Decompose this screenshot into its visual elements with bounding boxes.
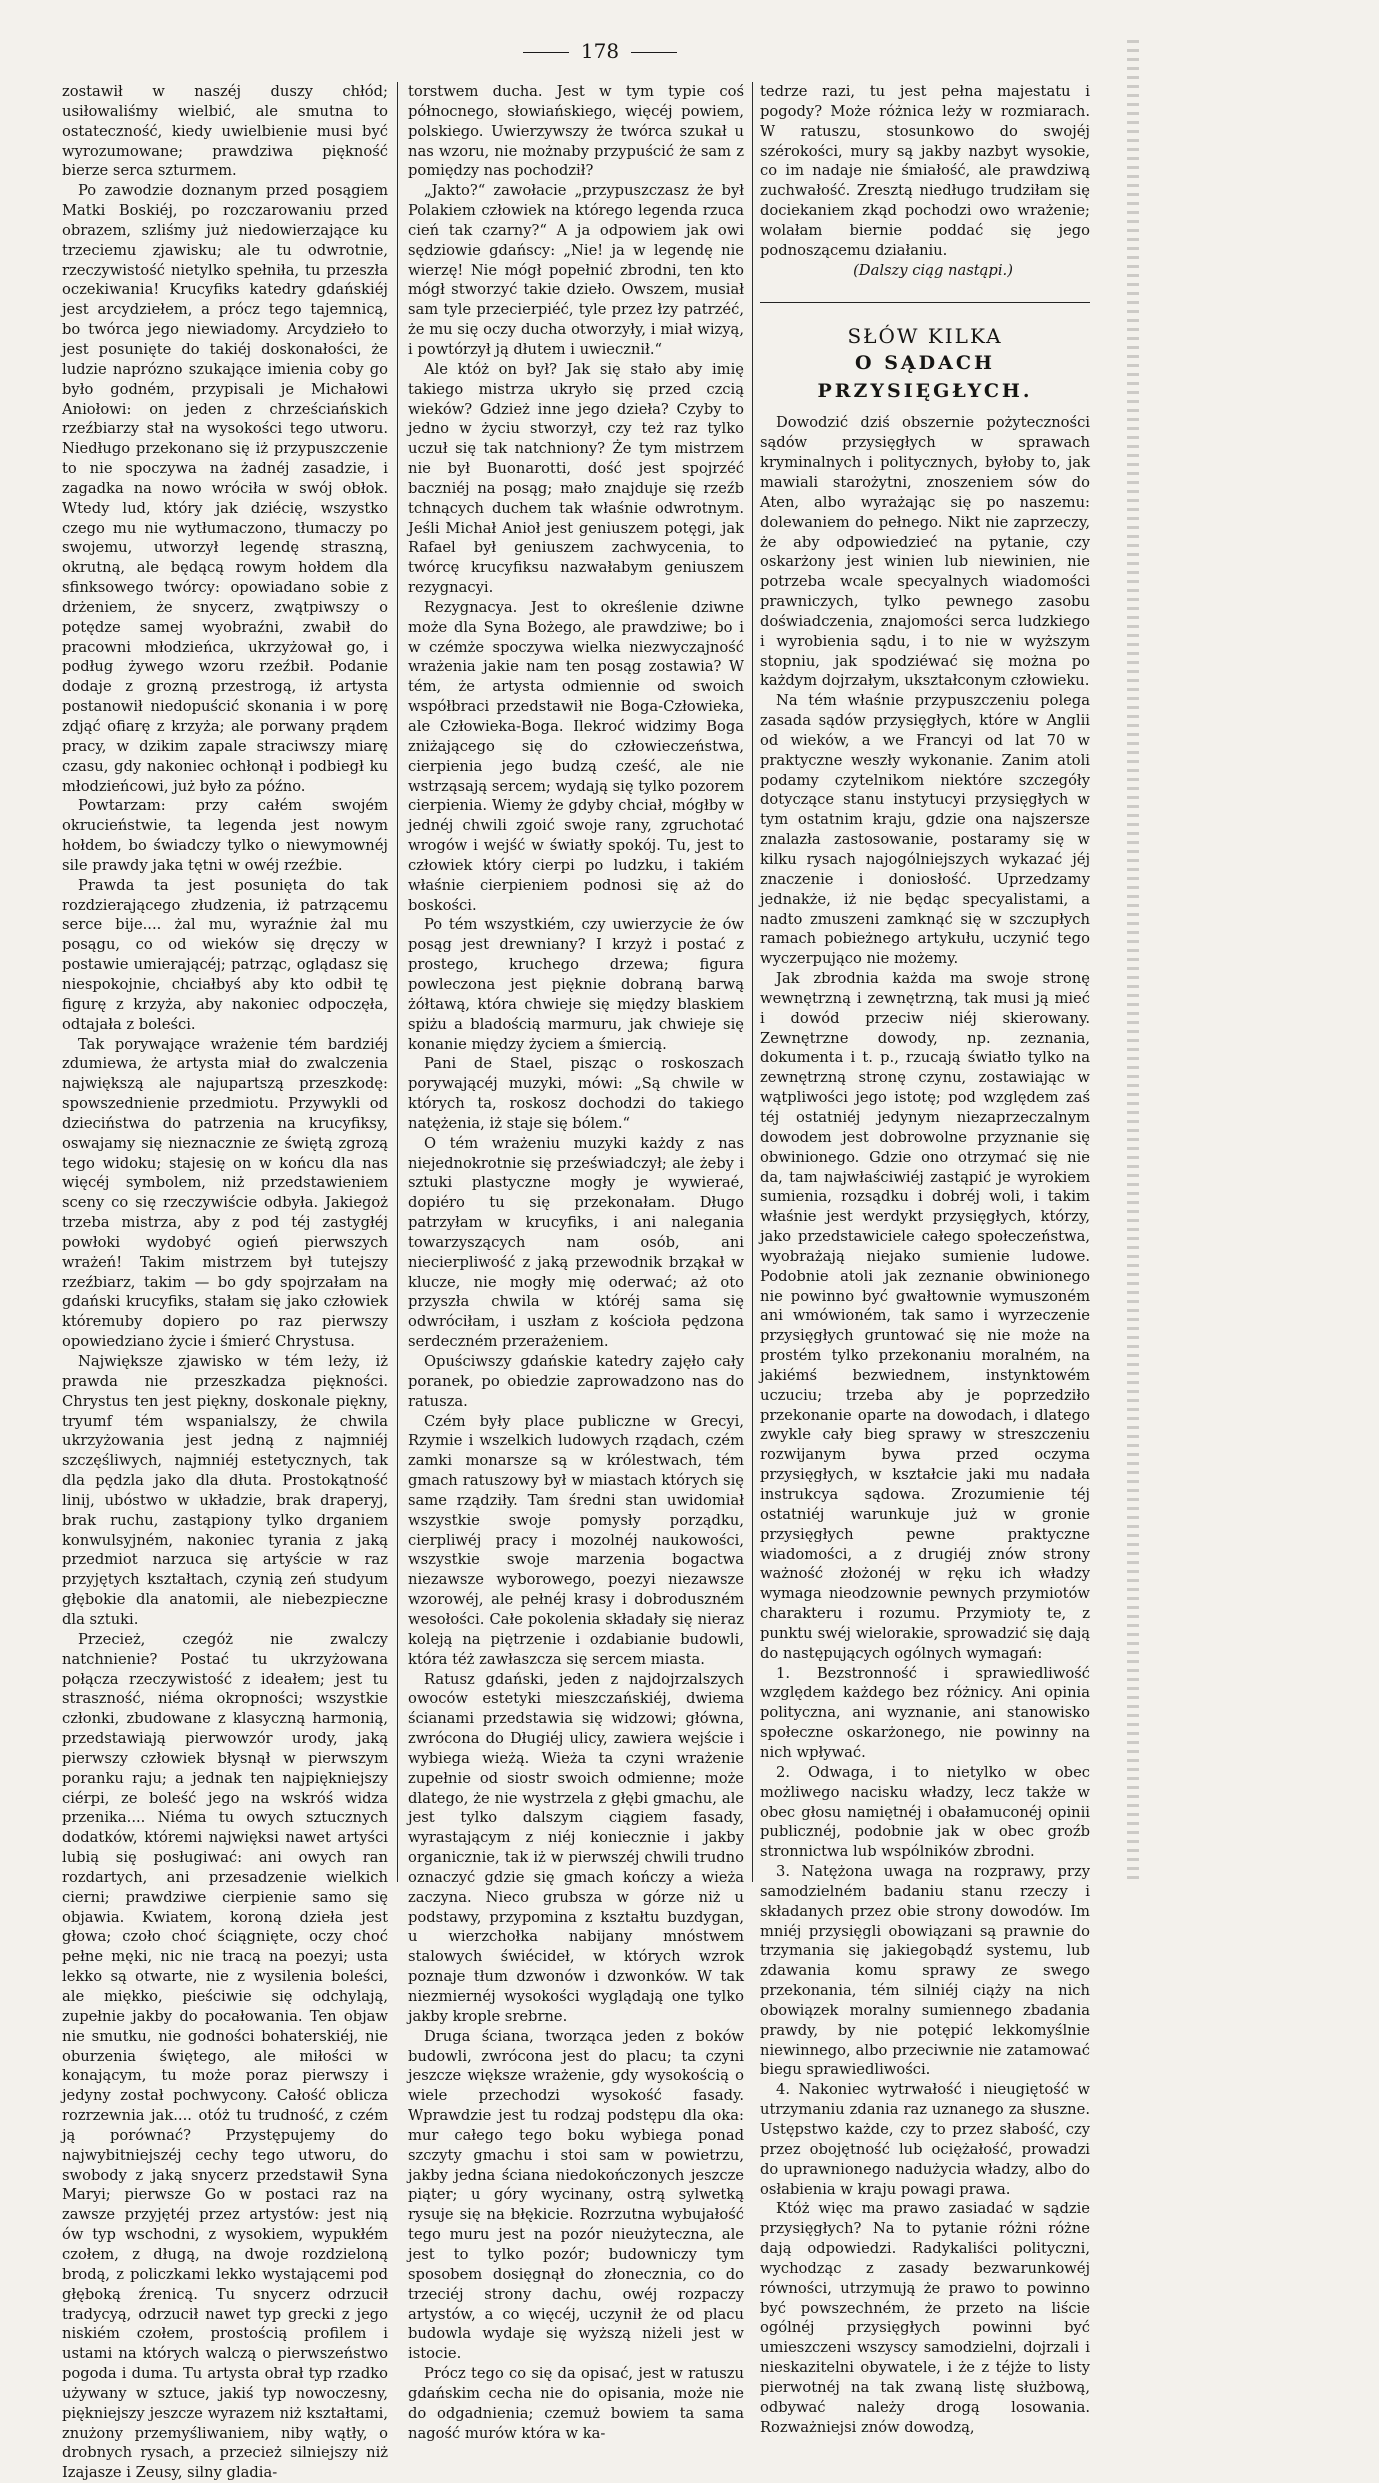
page-header — [60, 36, 1140, 66]
column-separator — [397, 82, 398, 1882]
paragraph: 3. Natężona uwaga na rozprawy, przy samodzielném badaniu stanu rzeczy i składanych przez obie strony dowodów. Im mniéj przysięgli obowiązani są prawnie do trzymania się jakiegobądź systemu, lub zdawania komu sprawy ze swego przekonania, tém silniéj ciąży na nich obowiązek moralny sumiennego zbadania prawdy, by nie potępić lekkomyślnie niewinnego, albo przeciwnie nie zatamować biegu sprawiedliwości. — [760, 1863, 1090, 2079]
header-dash-right — [631, 52, 677, 53]
paragraph: Prawda ta jest posunięta do tak rozdzierającego złudzenia, iż patrzącemu serce bije.... żal mu, wyraźnie żal mu posągu, co od wieków się dręczy w postawie umierającéj; patrząc, oglądasz się niespokojnie, chciałbyś aby kto odbił tę figurę z krzyża, aby nakoniec odpoczęła, odtajała z boleści. — [62, 876, 388, 1033]
paragraph: Któż więc ma prawo zasiadać w sądzie przysięgłych? Na to pytanie różni różne dają odpowiedzi. Radykaliści polityczni, wychodząc z zasady bezwarunkowéj równości, utrzymują że prawo to powinno być powszechném, że przeto na liście ogólnéj przysięgłych powinni być umieszczeni wszyscy samodzielni, dojrzali i nieskazitelni obywatele, i że z téjże to listy pierwotnéj na tak zwaną listę służbową, odbywać należy drogą losowania. Rozważniejsi znów dowodzą, — [760, 2200, 1090, 2436]
article-subtitle: O SĄDACH PRZYSIĘGŁYCH. — [817, 352, 1033, 403]
header-dash-left — [523, 52, 569, 53]
paragraph: tedrze razi, tu jest pełna majestatu i pogody? Może różnica leży w rozmiarach. W ratuszu, stosunkowo do swojéj szérokości, mury są jakby nazbyt wysokie, co im nadaje nie śmiałość, ale prawdziwą zuchwałość. Zresztą niedługo trudziłam się dociekaniem zkąd pochodzi owo wrażenie; wolałam biernie poddać się jego podnoszącemu działaniu. — [760, 83, 1090, 259]
paragraph: „Jakto?“ zawołacie „przypuszczasz że był Polakiem człowiek na którego legenda rzuca cień tak czarny?“ A ja odpowiem jak owi sędziowie gdańscy: „Nie! ja w legendę nie wierzę! Nie mógł popełnić zbrodni, ten kto mógł stworzyć takie dzieło. Owszem, musiał sam tyle przecierpiéć, tyle przez łzy patrzéć, że mu się oczy ducha otworzyły, i miał wizyą, i powtórzył ją dłutem i uwiecznił.“ — [408, 182, 744, 358]
paragraph: zostawił w naszéj duszy chłód; usiłowaliśmy wielbić, ale smutna to ostateczność, kiedy uwielbienie musi być wyrozumowane; prawdziwa piękność bierze serca szturmem. — [62, 83, 388, 180]
paragraph: Powtarzam: przy całém swojém okrucieństwie, ta legenda jest nowym hołdem, bo świadczy tylko o niewymownéj sile prawdy jaka tętni w owéj rzeźbie. — [62, 797, 388, 874]
article-title: SŁÓW KILKA — [847, 324, 1003, 349]
paragraph: Największe zjawisko w tém leży, iż prawda nie przeszkadza piękności. Chrystus ten jest piękny, doskonale piękny, tryumf tém wspanialszy, że chwila ukrzyżowania jest jedną z najmniéj szczęśliwych, najmniéj estetycznych, tak dla pędzla jako dla dłuta. Prostokątność linij, ubóstwo w układzie, brak draperyj, brak ruchu, zastąpiony tylko drganiem konwulsyjném, nakoniec tyrania z jaką przedmiot narzuca się artyście w raz przyjętych kształtach, czynią zeń studyum głębokie dla anatomii, ale niebezpieczne dla sztuki. — [62, 1353, 388, 1628]
paragraph: Ale któż on był? Jak się stało aby imię takiego mistrza ukryło się przed czcią wieków? Gdzież inne jego dzieła? Czyby to jedno w życiu stworzył, czy też raz tylko uczuł się tak natchniony? Że tym mistrzem nie był Buonarotti, dość jest spojrzéć baczniéj na posąg; mało znajduje się rzeźb tchnących duchem tak właśnie odwrotnym. Jeśli Michał Anioł jest geniuszem potęgi, jak Rafael był geniuszem zachwycenia, to twórcę krucyfiksu nazwałabym geniuszem rezygnacyi. — [408, 360, 744, 597]
column-1 — [62, 82, 388, 2482]
paragraph: Opuściwszy gdańskie katedry zajęło cały poranek, po obiedzie zaprowadzono nas do ratusza. — [408, 1353, 744, 1410]
paragraph: Po tém wszystkiém, czy uwierzycie że ów posąg jest drewniany? I krzyż i postać z prostego, kruchego drzewa; figura powleczona jest pięknie dobraną barwą żółtawą, która chwieje się między blaskiem spiżu a bladością marmuru, jak chwieje się konanie między życiem a śmiercią. — [408, 916, 744, 1053]
page-number: 178 — [580, 39, 620, 63]
column-separator — [752, 82, 753, 1882]
paragraph: Na tém właśnie przypuszczeniu polega zasada sądów przysięgłych, które w Anglii od wieków, a we Francyi od lat 70 w praktyczne weszły wykonanie. Zanim atoli podamy czytelnikom niektóre szczegóły dotyczące stanu instytucyi przysięgłych w tym ostatnim kraju, gdzie ona najszersze znalazła zastosowanie, postaramy się w kilku rysach najogólniejszych wykazać jéj znaczenie i doniosłość. Uprzedzamy jednakże, iż nie będąc specyalistami, a nadto zmuszeni zamknąć się w szczupłych ramach pobieżnego artykułu, uczynić tego wyczerpująco nie możemy. — [760, 692, 1090, 968]
paragraph: Druga ściana, tworząca jeden z boków budowli, zwrócona jest do placu; ta czyni jeszcze większe wrażenie, gdy wysokością o wiele przechodzi wysokość fasady. Wprawdzie jest tu rodzaj podstępu dla oka: mur całego tego boku wybiega ponad szczyty gmachu i stoi sam w powietrzu, jakby jedna ściana niedokończonych jeszcze piąter; u góry wycinany, ostrą sylwetką rysuje się na błękicie. Rozrzutna wybujałość tego muru jest na pozór nieużyteczna, ale jest to tylko pozór; budowniczy tym sposobem dosięgnął do złonecznia, co do trzeciéj strony dachu, owéj rozpaczy artystów, a co więcéj, uczynił że od placu budowla wydaje się wyższą niżeli jest w istocie. — [408, 2027, 744, 2363]
continuation-note: (Dalszy ciąg nastąpi.) — [853, 261, 1013, 279]
paragraph: 2. Odwaga, i to nietylko w obec możliwego nacisku władzy, lecz także w obec głosu namiętnéj i obałamuconéj opinii publicznéj, podobnie jak w obec groźb stronnictwa lub wspólników zbrodni. — [760, 1763, 1090, 1861]
page-edge-shadow — [1127, 40, 1139, 1880]
column-2 — [408, 82, 744, 2442]
paragraph: Ratusz gdański, jeden z najdojrzalszych owoców estetyki mieszczańskiéj, dwiema ścianami przedstawia się widzowi; główna, zwrócona do Długiéj ulicy, zawiera wejście i wybiega wieżą. Wieża ta czyni wrażenie zupełnie od siostr swoich odmienne; może dlatego, że nie wystrzela z głębi gmachu, ale jest tylko dalszym ciągiem fasady, wyrastającym z niéj koniecznie i jakby organicznie, tak iż w pierwszéj chwili trudno oznaczyć gdzie się gmach kończy a wieża zaczyna. Nieco grubsza w górze niż u podstawy, przypomina z kształtu buzdygan, u wierzchołka nabijany mnóstwem stalowych świécideł, w których wzrok poznaje tłum dzwonów i dzwonków. W tak niezmiernéj wysokości wyglądają one tylko jakby krople srebrne. — [408, 1670, 744, 2025]
paragraph: torstwem ducha. Jest w tym typie coś północnego, słowiańskiego, więcéj powiem, polskiego. Uwierzywszy że twórca szukał u nas wzoru, nie możnaby przypuścić że sam z pomiędzy nas pochodził? — [408, 83, 744, 180]
paragraph: O tém wrażeniu muzyki każdy z nas niejednokrotnie się przeświadczył; ale żeby i sztuki plastyczne mogły je wywieraé, dopiéro tu się przekonałam. Długo patrzyłam w krucyfiks, i ani nalegania towarzyszących nam osób, ani niecierpliwość z jaką przewodnik brząkał w klucze, nie mogły mię oderwać; aż oto przyszła chwila w któréj sama się odwróciłam, i uszłam z kościoła pędzona serdeczném przerażeniem. — [408, 1134, 744, 1351]
paragraph: Czém były place publiczne w Grecyi, Rzymie i wszelkich ludowych rządach, czém zamki monarsze są w królestwach, tém gmach ratuszowy był w miastach których się same rządziły. Tam średni stan uwidomiał wszystkie swoje pomysły porządku, cierpliwéj pracy i mozolnéj naukowości, wszystkie swoje marzenia bogactwa niezawsze wyborowego, poezyi niezawsze wzorowéj, ale pełnéj krasy i dobroduszném wesołości. Całe pokolenia składały się nieraz koleją na piętrzenie i ozdabianie budowli, która téż zawłaszcza się sercem miasta. — [408, 1412, 744, 1668]
paragraph: Po zawodzie doznanym przed posągiem Matki Boskiéj, po rozczarowaniu przed obrazem, szliśmy już niedowierzające ku trzeciemu zjawisku; ale tu odwrotnie, rzeczywistość nietylko spełniła, tu przeszła oczekiwania! Krucyfiks katedry gdańskiéj jest arcydziełem, a prócz tego tajemnicą, bo twórca jego niewiadomy. Arcydzieło to jest posunięte do takiéj doskonałości, że ludzie naprózno szukające imienia coby go było godném, przypisali je Michałowi Aniołowi: on jeden z chrześciańskich rzeźbiarzy stał na wysokości tego utworu. Niedługo przekonano się iż przypuszczenie to nie spoczywa na żadnéj zasadzie, i zagadka na nowo wróciła w swój obłok. Wtedy lud, który jak dziécię, wszystko czego mu nie wytłumaczono, tłumaczy po swojemu, utworzył legendę straszną, okrutną, ale będącą rowym hołdem dla sfinksowego twórcy: opowiadano sobie z drżeniem, że snycerz, zwątpiwszy o potędze samej wyobraźni, zwabił do pracowni młodzieńca, ukrzyżował go, i podług żywego wzoru rzeźbił. Podanie dodaje z grozną przestrogą, iż artysta postanowił niedopuścić skonania i w porę zdjąć ofiarę z krzyża; ale porwany prądem pracy, w dzikim zapale straciwszy miarę czasu, gdy nakoniec ochłonął i podbiegł ku młodzieńcowi, już było za późno. — [62, 182, 388, 795]
paragraph: 4. Nakoniec wytrwałość i nieugiętość w utrzymaniu zdania raz uznanego za słuszne. Ustępstwo każde, czy to przez słabość, czy przez obojętność lub ociężałość, prowadzi do uprawnionego nadużycia władzy, albo do osłabienia w kraju powagi prawa. — [760, 2081, 1090, 2198]
paragraph: Rezygnacya. Jest to określenie dziwne może dla Syna Bożego, ale prawdziwe; bo i w czémże spoczywa wielka niezwyczajność wrażenia jakie nam ten posąg zostawia? W tém, że artysta odmiennie od swoich współbraci przedstawił nie Boga-Człowieka, ale Człowieka-Boga. Ilekroć widzimy Boga zniżającego się do człowieczeństwa, cierpienia jego budzą cześć, ale nie wstrząsają sercem; wydają się tylko pozorem cierpienia. Wiemy że gdyby chciał, mógłby w jednéj chwili zgoić swoje rany, zgruchotać wrogów i wejść w światły spokój. Tu, jest to człowiek który cierpi po ludzku, i takiém właśnie cierpieniem podnosi się aż do boskości. — [408, 598, 744, 914]
paragraph: Prócz tego co się da opisać, jest w ratuszu gdańskim cecha nie do opisania, może nie do odgadnienia; czemuż bowiem ta sama nagość murów która w ka- — [408, 2365, 744, 2442]
paragraph: Przecież, czegóż nie zwalczy natchnienie? Postać tu ukrzyżowana połącza rzeczywistość z ideałem; jest tu straszność, niéma okropności; wszystkie członki, zbudowane z klasyczną harmonią, przedstawiają pierwowzór urody, jaką pierwszy człowiek błysnął w pierwszym poranku raju; a jednak ten najpiękniejszy ciérpi, ze boleść jego na wskróś widza przenika.... Niéma tu owych sztucznych dodatków, któremi najwięksi nawet artyści lubią się posługiwać: ani owych ran rozdartych, ani przesadzenie wielkich cierni; prawdziwe cierpienie samo się objawia. Kwiatem, koroną dzieła jest głowa; czoło choć ściągnięte, oczy choć pełne męki, nic nie tracą na poezyi; usta lekko są otwarte, nie z wysilenia boleści, ale miękko, pieściwie się odchylają, zupełnie jakby do pocałowania. Ten objaw nie smutku, nie godności bohaterskiéj, nie oburzenia świętego, ale miłości w konającym, tu może poraz pierwszy i jedyny został pochwycony. Całość oblicza rozrzewnia jak.... otóż tu trudność, z czém ją porównać? Przystępujemy do najwybitniejszéj cechy tego utworu, do swobody z jaką snycerz przedstawił Syna Maryi; pierwsze Go w postaci raz na zawsze przyjętéj przez artystów: jest nią ów typ wschodni, z wysokiem, wypukłém czołem, z długą, na dwoje rozdzieloną brodą, z policzkami lekko wystającemi pod głęboką źrenicą. Tu snycerz odrzucił tradycyą, odrzucił nawet typ grecki z jego niskiém czołem, prostością profilem i ustami na których walczą o pierwszeństwo pogoda i duma. Tu artysta obrał typ rzadko używany w sztuce, jakiś typ nowoczesny, piękniejszy jeszcze wyrazem niż kształtami, znużony przemyśliwaniem, niby wątły, o drobnych rysach, a przecież silniejszy niż Izajasze i Zeusy, silny gladia- — [62, 1630, 388, 2482]
section-rule — [760, 302, 1090, 303]
paragraph: Pani de Stael, pisząc o roskoszach porywającéj muzyki, mówi: „Są chwile w których ta, roskosz dochodzi do takiego natężenia, iż staje się bólem.“ — [408, 1055, 744, 1132]
paragraph: Tak porywające wrażenie tém bardziéj zdumiewa, że artysta miał do zwalczenia największą ale najupartszą przeszkodę: spowszednienie przedmiotu. Przywykli od dzieciństwa do patrzenia na krucyfiksy, oswajamy się nieznacznie ze świętą zgrozą tego widoku; stajesię on w końcu dla nas więcéj symbolem, niż przedstawieniem sceny co się rzeczywiście odbyła. Jakiegoż trzeba mistrza, aby z pod téj zastygłéj powłoki wydobyć ogień pierwszych wrażeń! Takim mistrzem był tutejszy rzeźbiarz, takim — bo gdy spojrzałam na gdański krucyfiks, stałam się jako człowiek któremuby dopiero po raz pierwszy opowiedziano życie i śmierć Chrystusa. — [62, 1035, 388, 1351]
paragraph: 1. Bezstronność i sprawiedliwość względem każdego bez różnicy. Ani opinia polityczna, ani wyznanie, ani stanowisko społeczne oskarżonego, nie powinny na nich wpływać. — [760, 1664, 1090, 1761]
column-3 — [760, 82, 1090, 2436]
paragraph: Dowodzić dziś obszernie pożyteczności sądów przysięgłych w sprawach kryminalnych i politycznych, byłoby to, jak mawiali starożytni, znoszeniem sów do Aten, albo wyrażając się po naszemu: dolewaniem do pełnego. Nikt nie zaprzeczy, że aby odpowiedzieć na pytanie, czy oskarżony jest winien lub niewinien, nie potrzeba wcale specyalnych wiadomości prawniczych, tylko pewnego zasobu doświadczenia, znajomości serca ludzkiego i wyrobienia sądu, i to nie w wyższym stopniu, jak spodziéwać się można po każdym dojrzałym, ukształconym człowieku. — [760, 414, 1090, 690]
paragraph: Jak zbrodnia każda ma swoje stronę wewnętrzną i zewnętrzną, tak musi ją mieć i dowód przeciw niéj skierowany. Zewnętrzne dowody, np. zeznania, dokumenta i t. p., rzucają światło tylko na zewnętrzną stronę czynu, zostawiając w wątpliwości jego istotę; pod względem zaś téj ostatniéj jedynym niezaprzeczalnym dowodem jest dobrowolne przyznanie się obwinionego. Gdzie ono otrzymać się nie da, tam najwłaściwiéj zastąpić je wyrokiem sumienia, rozsądku i dobréj woli, i takim właśnie jest werdykt przysięgłych, którzy, jako przedstawiciele całego społeczeństwa, wyobrażają niejako sumienie ludowe. Podobnie atoli jak zeznanie obwinionego nie powinno być gwałtownie wymuszoném ani wmówioném, tak samo i wyrzeczenie przysięgłych gruntować się nie może na prostém tylko przekonaniu moralném, na jakiémś bezwiednem, instynktowém uczuciu; trzeba aby je poprzedziło przekonanie oparte na dowodach, i dlatego zwykle cały bieg sprawy w streszczeniu rozwijanym bywa przed oczyma przysięgłych, w kształcie jaki mu nadała instrukcya sądowa. Zrozumienie téj ostatniéj warunkuje już w gronie przysięgłych pewne praktyczne wiadomości, a z drugiéj znów strony ważność złożonéj w ręku ich władzy wymaga nieodzownie pewnych przymiotów charakteru i rozumu. Przymioty te, z punktu swéj wielorakie, sprowadzić się dają do następujących ogólnych wymagań: — [760, 970, 1090, 1662]
